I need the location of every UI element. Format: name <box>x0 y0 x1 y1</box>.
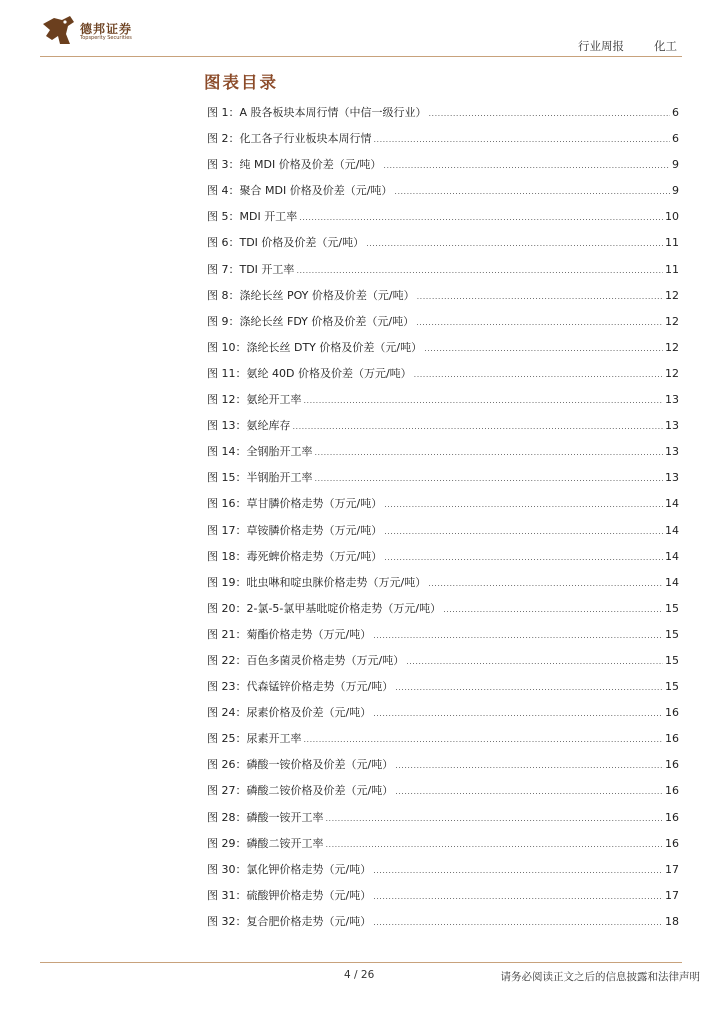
toc-entry-page: 14 <box>665 549 679 563</box>
toc-entry-page: 12 <box>665 288 679 302</box>
toc-entry-page: 17 <box>665 862 679 876</box>
toc-leader-dots <box>416 318 663 327</box>
page-header <box>0 0 724 64</box>
toc-entry[interactable] <box>207 809 679 835</box>
toc-entry-page: 6 <box>672 106 679 119</box>
toc-entry[interactable] <box>207 443 679 469</box>
toc-entry[interactable] <box>207 730 679 756</box>
toc-entry-page: 13 <box>665 393 679 407</box>
toc-entry[interactable] <box>207 887 679 913</box>
toc-entry[interactable] <box>207 130 679 156</box>
toc-entry[interactable] <box>207 313 679 339</box>
toc-entry[interactable] <box>207 287 679 313</box>
toc-entry-page: 16 <box>665 836 679 850</box>
toc-entry[interactable] <box>207 417 679 443</box>
toc-leader-dots <box>296 266 663 275</box>
toc-entry-label: 图 17：草铵膦价格走势（万元/吨） <box>207 523 383 537</box>
toc-entry-label: 图 2：化工各子行业板块本周行情 <box>207 132 372 146</box>
toc-leader-dots <box>394 187 670 196</box>
toc-entry-label: 图 30：氯化钾价格走势（元/吨） <box>207 862 372 876</box>
sector-label: 化工 <box>654 39 677 53</box>
toc-entry-page: 6 <box>672 132 679 146</box>
toc-leader-dots <box>304 735 664 744</box>
toc-entry-label: 图 7：TDI 开工率 <box>207 262 295 276</box>
toc-entry-page: 13 <box>665 471 679 485</box>
toc-entry-page: 16 <box>665 732 679 746</box>
toc-entry-label: 图 5：MDI 开工率 <box>207 210 298 224</box>
toc-entry[interactable] <box>207 652 679 678</box>
toc-entry[interactable] <box>207 756 679 782</box>
toc-entry-page: 12 <box>665 366 679 380</box>
footer-disclaimer: 请务必阅读正文之后的信息披露和法律声明 <box>500 971 700 983</box>
toc-entry[interactable] <box>207 208 679 234</box>
toc-entry-label: 图 24：尿素价格及价差（元/吨） <box>207 706 372 720</box>
toc-entry[interactable] <box>207 861 679 887</box>
toc-entry-label: 图 22：百色多菌灵价格走势（万元/吨） <box>207 653 405 667</box>
toc-entry[interactable] <box>207 104 679 130</box>
toc-leader-dots <box>366 239 663 248</box>
toc-entry-label: 图 23：代森锰锌价格走势（万元/吨） <box>207 680 394 694</box>
toc-leader-dots <box>429 109 670 118</box>
toc-entry-label: 图 25：尿素开工率 <box>207 732 302 746</box>
toc-entry[interactable] <box>207 469 679 495</box>
toc-entry-page: 14 <box>665 497 679 511</box>
page-title: 图表目录 <box>204 73 278 92</box>
toc-entry[interactable] <box>207 835 679 861</box>
toc-entry-page: 11 <box>665 262 679 276</box>
toc-leader-dots <box>299 213 663 222</box>
toc-entry-page: 15 <box>665 680 679 694</box>
toc-leader-dots <box>395 787 663 796</box>
toc-leader-dots <box>373 631 663 640</box>
toc-leader-dots <box>406 657 663 666</box>
toc-entry[interactable] <box>207 626 679 652</box>
toc-entry-page: 14 <box>665 523 679 537</box>
toc-entry[interactable] <box>207 182 679 208</box>
toc-entry-label: 图 19：吡虫啉和啶虫脒价格走势（万元/吨） <box>207 575 427 589</box>
toc-entry-label: 图 26：磷酸一铵价格及价差（元/吨） <box>207 758 394 772</box>
header-divider <box>40 56 682 57</box>
toc-entry[interactable] <box>207 600 679 626</box>
toc-entry-page: 14 <box>665 575 679 589</box>
toc-leader-dots <box>373 866 663 875</box>
report-type: 行业周报 <box>578 39 624 53</box>
toc-leader-dots <box>395 761 663 770</box>
toc-entry-page: 15 <box>665 627 679 641</box>
toc-entry-page: 12 <box>665 340 679 354</box>
toc-entry-label: 图 31：硫酸钾价格走势（元/吨） <box>207 888 372 902</box>
toc-entry[interactable] <box>207 548 679 574</box>
toc-entry-label: 图 8：涤纶长丝 POY 价格及价差（元/吨） <box>207 288 415 302</box>
toc-entry-page: 15 <box>665 653 679 667</box>
toc-entry-page: 17 <box>665 888 679 902</box>
toc-leader-dots <box>315 448 664 457</box>
toc-entry-page: 11 <box>665 236 679 250</box>
toc-entry[interactable] <box>207 339 679 365</box>
toc-entry[interactable] <box>207 391 679 417</box>
toc-entry-label: 图 14：全钢胎开工率 <box>207 445 313 459</box>
brand-name-english: Topsperity Securities <box>80 35 132 41</box>
toc-entry-label: 图 4：聚合 MDI 价格及价差（元/吨） <box>207 184 393 198</box>
toc-entry-label: 图 10：涤纶长丝 DTY 价格及价差（元/吨） <box>207 340 423 354</box>
toc-leader-dots <box>304 396 664 405</box>
toc-entry[interactable] <box>207 574 679 600</box>
toc-entry[interactable] <box>207 678 679 704</box>
toc-leader-dots <box>384 553 663 562</box>
toc-entry-page: 9 <box>672 158 679 172</box>
toc-entry-label: 图 16：草甘膦价格走势（万元/吨） <box>207 497 383 511</box>
toc-entry-label: 图 15：半钢胎开工率 <box>207 471 313 485</box>
toc-entry-page: 9 <box>672 184 679 198</box>
toc-entry-label: 图 9：涤纶长丝 FDY 价格及价差（元/吨） <box>207 314 415 328</box>
toc-entry-label: 图 3：纯 MDI 价格及价差（元/吨） <box>207 158 382 172</box>
toc-entry-page: 16 <box>665 784 679 798</box>
toc-entry[interactable] <box>207 522 679 548</box>
toc-entry-label: 图 13：氨纶库存 <box>207 419 291 433</box>
toc-leader-dots <box>414 370 663 379</box>
brand-name: 德邦证券 <box>80 22 133 36</box>
toc-entry-label: 图 6：TDI 价格及价差（元/吨） <box>207 236 365 250</box>
toc-entry-label: 图 20：2-氯-5-氯甲基吡啶价格走势（万元/吨） <box>207 601 442 615</box>
toc-entry-label: 图 32：复合肥价格走势（元/吨） <box>207 914 372 928</box>
toc-leader-dots <box>373 918 663 927</box>
toc-leader-dots <box>424 344 663 353</box>
toc-entry-page: 16 <box>665 810 679 824</box>
header-meta <box>578 38 677 54</box>
toc-entry-label: 图 28：磷酸一铵开工率 <box>207 810 324 824</box>
toc-entry-page: 13 <box>665 419 679 433</box>
toc-leader-dots <box>315 474 664 483</box>
toc-leader-dots <box>383 161 670 170</box>
toc-entry[interactable] <box>207 495 679 521</box>
toc-entry[interactable] <box>207 365 679 391</box>
toc-entry-label: 图 29：磷酸二铵开工率 <box>207 836 324 850</box>
toc-entry-page: 13 <box>665 445 679 459</box>
toc-leader-dots <box>373 892 663 901</box>
toc-entry[interactable] <box>207 913 679 939</box>
toc-entry-label: 图 11：氨纶 40D 价格及价差（万元/吨） <box>207 366 412 380</box>
toc-entry-page: 16 <box>665 758 679 772</box>
toc-entry-page: 10 <box>665 210 679 224</box>
figure-list <box>207 104 679 939</box>
toc-entry-page: 16 <box>665 706 679 720</box>
toc-leader-dots <box>326 814 664 823</box>
toc-leader-dots <box>417 292 663 301</box>
toc-leader-dots <box>443 605 663 614</box>
toc-entry-page: 18 <box>665 914 679 928</box>
toc-leader-dots <box>373 709 663 718</box>
toc-entry[interactable] <box>207 704 679 730</box>
toc-leader-dots <box>384 500 663 509</box>
toc-entry-label: 图 27：磷酸二铵价格及价差（元/吨） <box>207 784 394 798</box>
toc-leader-dots <box>374 135 671 144</box>
toc-leader-dots <box>326 840 664 849</box>
toc-entry[interactable] <box>207 234 679 260</box>
toc-entry-label: 图 21：菊酯价格走势（万元/吨） <box>207 627 372 641</box>
toc-entry[interactable] <box>207 782 679 808</box>
toc-leader-dots <box>395 683 663 692</box>
toc-entry-label: 图 12：氨纶开工率 <box>207 393 302 407</box>
toc-entry-label: 图 1：A 股各板块本周行情（中信一级行业） <box>207 106 427 119</box>
toc-leader-dots <box>293 422 664 431</box>
toc-entry[interactable] <box>207 156 679 182</box>
toc-leader-dots <box>428 579 663 588</box>
toc-entry-page: 15 <box>665 601 679 615</box>
toc-entry[interactable] <box>207 261 679 287</box>
page-number: 4 / 26 <box>344 969 375 981</box>
toc-entry-label: 图 18：毒死蜱价格走势（万元/吨） <box>207 549 383 563</box>
footer-divider <box>40 962 682 963</box>
toc-leader-dots <box>384 527 663 536</box>
company-logo-icon <box>40 14 76 48</box>
toc-entry-page: 12 <box>665 314 679 328</box>
